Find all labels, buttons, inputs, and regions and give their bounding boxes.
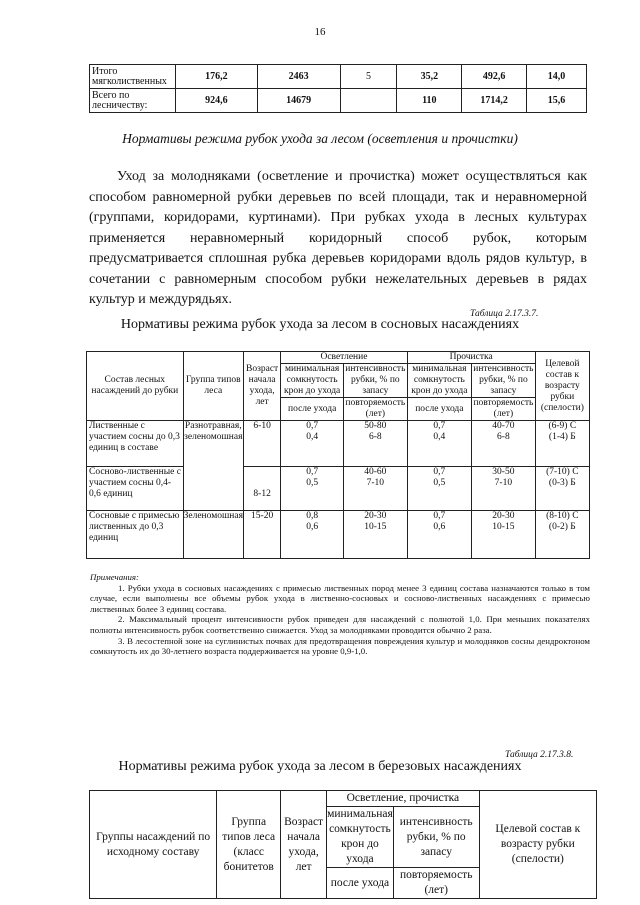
table-cell: 15,6 (527, 89, 587, 113)
table-cell: 110 (397, 89, 462, 113)
cell-target: (7-10) С (0-3) Б (535, 467, 589, 511)
notes (90, 572, 590, 657)
header-groups: Группы насаждений по исходному составу (90, 791, 217, 899)
table-cell: 35,2 (397, 65, 462, 89)
header-min-close: минимальная сомкнутость крон до ухода (281, 364, 344, 398)
header-after: после ухода (281, 398, 344, 421)
header-min-close: минимальная сомкнутость крон до ухода (327, 807, 394, 868)
note-item: 2. Максимальный процент интенсивности рубок приведен для насаждений с полнотой 1,0. При меньших показателях полноты интенсивность рубок соответственно снижается. Уход за молодняками проводится обычно 2 раза. (90, 614, 590, 635)
cell-group: Зеленомошная (183, 511, 243, 559)
header-osv-pro: Осветление, прочистка (327, 791, 480, 807)
table-caption: Таблица 2.17.3.7. (470, 309, 539, 319)
cell-pro-int: 40-70 6-8 (472, 421, 536, 467)
cell-osv-min: 0,8 0,6 (281, 511, 344, 559)
row-label: Всего по лесничеству: (90, 89, 176, 113)
header-row (90, 791, 597, 807)
header-target: Целевой состав к возрасту рубки (спелости) (479, 791, 596, 899)
table-title: Нормативы режима рубок ухода за лесом в сосновых насаждениях (120, 317, 520, 332)
header-repeat: повторяемость (лет) (345, 398, 406, 419)
table-row (90, 89, 587, 113)
header-intensity: интенсивность рубки, % по запасу (473, 364, 534, 396)
header-composition: Состав лесных насаждений до рубки (87, 352, 184, 421)
pine-table (86, 351, 590, 559)
header-age: Возраст начала ухода, лет (243, 352, 280, 421)
cell-composition: Сосново-лиственные с участием сосны 0,4-0,6 единиц (87, 467, 184, 511)
header-intensity: интенсивность рубки, % по запасу (345, 364, 406, 396)
cell-target: (6-9) С (1-4) Б (535, 421, 589, 467)
cell-pro-int: 30-50 7-10 (472, 467, 536, 511)
summary-table (89, 64, 587, 113)
table-cell: 492,6 (462, 65, 527, 89)
birch-table (89, 790, 597, 899)
table-title: Нормативы режима рубок ухода за лесом в березовых насаждениях (118, 759, 522, 774)
cell-pro-int: 20-30 10-15 (472, 511, 536, 559)
paragraph-text: Уход за молодняками (осветление и прочистка) может осуществляться как способом равномерной рубки деревьев по всей площади, так и неравномерной (группами, коридорами, куртинами). При рубках ухода в лесных культурах применяется неравномерный коридорный способ рубок, которым предусматривается сплошная рубка деревьев коридорами вдоль рядов культур, в сочетании с равномерным способом рубки нежелательных деревьев в рядах культур и междурядьях. (89, 169, 587, 307)
header-after: после ухода (327, 868, 394, 899)
cell-osv-min: 0,7 0,5 (281, 467, 344, 511)
notes-heading: Примечания: (90, 572, 139, 582)
note-item: 3. В лесостепной зоне на суглинистых почвах для предотвращения повреждения культур и молодняков сосны дендроктоном сомкнутость их до 30-летнего возраста поддерживается на уровне 0,9-1,0. (90, 635, 590, 657)
page-number: 16 (314, 26, 326, 38)
table-row (87, 467, 590, 511)
header-row (87, 352, 590, 364)
header-intensity: интенсивность рубки, % по запасу (393, 807, 479, 868)
header-age: Возраст начала ухода, лет (281, 791, 327, 899)
header-min-close: минимальная сомкнутость крон до ухода (407, 364, 471, 398)
cell-pro-min: 0,7 0,6 (407, 511, 471, 559)
cell-age: 15-20 (243, 511, 280, 559)
cell-pro-min: 0,7 0,4 (407, 421, 471, 467)
cell-osv-int: 20-30 10-15 (344, 511, 408, 559)
body-paragraph (89, 167, 587, 311)
table-caption: Таблица 2.17.3.8. (505, 750, 574, 760)
header-group: Группа типов леса (183, 352, 243, 421)
cell-age: 6-10 (243, 421, 280, 467)
header-repeat: повторяемость (лет) (393, 868, 479, 899)
cell-target: (8-10) С (0-2) Б (535, 511, 589, 559)
cell-osv-int: 50-80 6-8 (344, 421, 408, 467)
cell-age: 8-12 (243, 467, 280, 511)
table-cell: 1714,2 (462, 89, 527, 113)
table-cell: 2463 (257, 65, 340, 89)
table-cell (340, 89, 397, 113)
table-row (87, 421, 590, 467)
table-row (90, 65, 587, 89)
table-cell: 924,6 (175, 89, 257, 113)
table-cell: 14,0 (527, 65, 587, 89)
table-cell: 5 (340, 65, 397, 89)
cell-osv-int: 40-60 7-10 (344, 467, 408, 511)
table-row (87, 511, 590, 559)
header-group-type: Группа типов леса (класс бонитетов (217, 791, 281, 899)
header-pro: Прочистка (407, 352, 535, 364)
header-after: после ухода (407, 398, 471, 421)
header-target: Целевой состав к возрасту рубки (спелости) (535, 352, 589, 421)
header-osv: Осветление (281, 352, 407, 364)
section-heading: Нормативы режима рубок ухода за лесом (осветления и прочистки) (122, 131, 518, 146)
row-label: Итого мягколиственных (90, 65, 176, 89)
cell-group: Разнотравная, зеленомошная (183, 421, 243, 511)
table-cell: 176,2 (175, 65, 257, 89)
header-repeat: повторяемость (лет) (473, 398, 534, 419)
cell-composition: Лиственные с участием сосны до 0,3 единиц в составе (87, 421, 184, 467)
cell-pro-min: 0,7 0,5 (407, 467, 471, 511)
table-cell: 14679 (257, 89, 340, 113)
cell-osv-min: 0,7 0,4 (281, 421, 344, 467)
cell-composition: Сосновые с примесью лиственных до 0,3 единиц (87, 511, 184, 559)
note-item: 1. Рубки ухода в сосновых насаждениях с примесью лиственных пород менее 3 единиц состава назначаются только в том случае, если выполнены все объемы рубок ухода в лиственно-сосновых и сосново-лиственных насаждениях с примесью лиственных более 3 единиц состава. (90, 582, 590, 614)
